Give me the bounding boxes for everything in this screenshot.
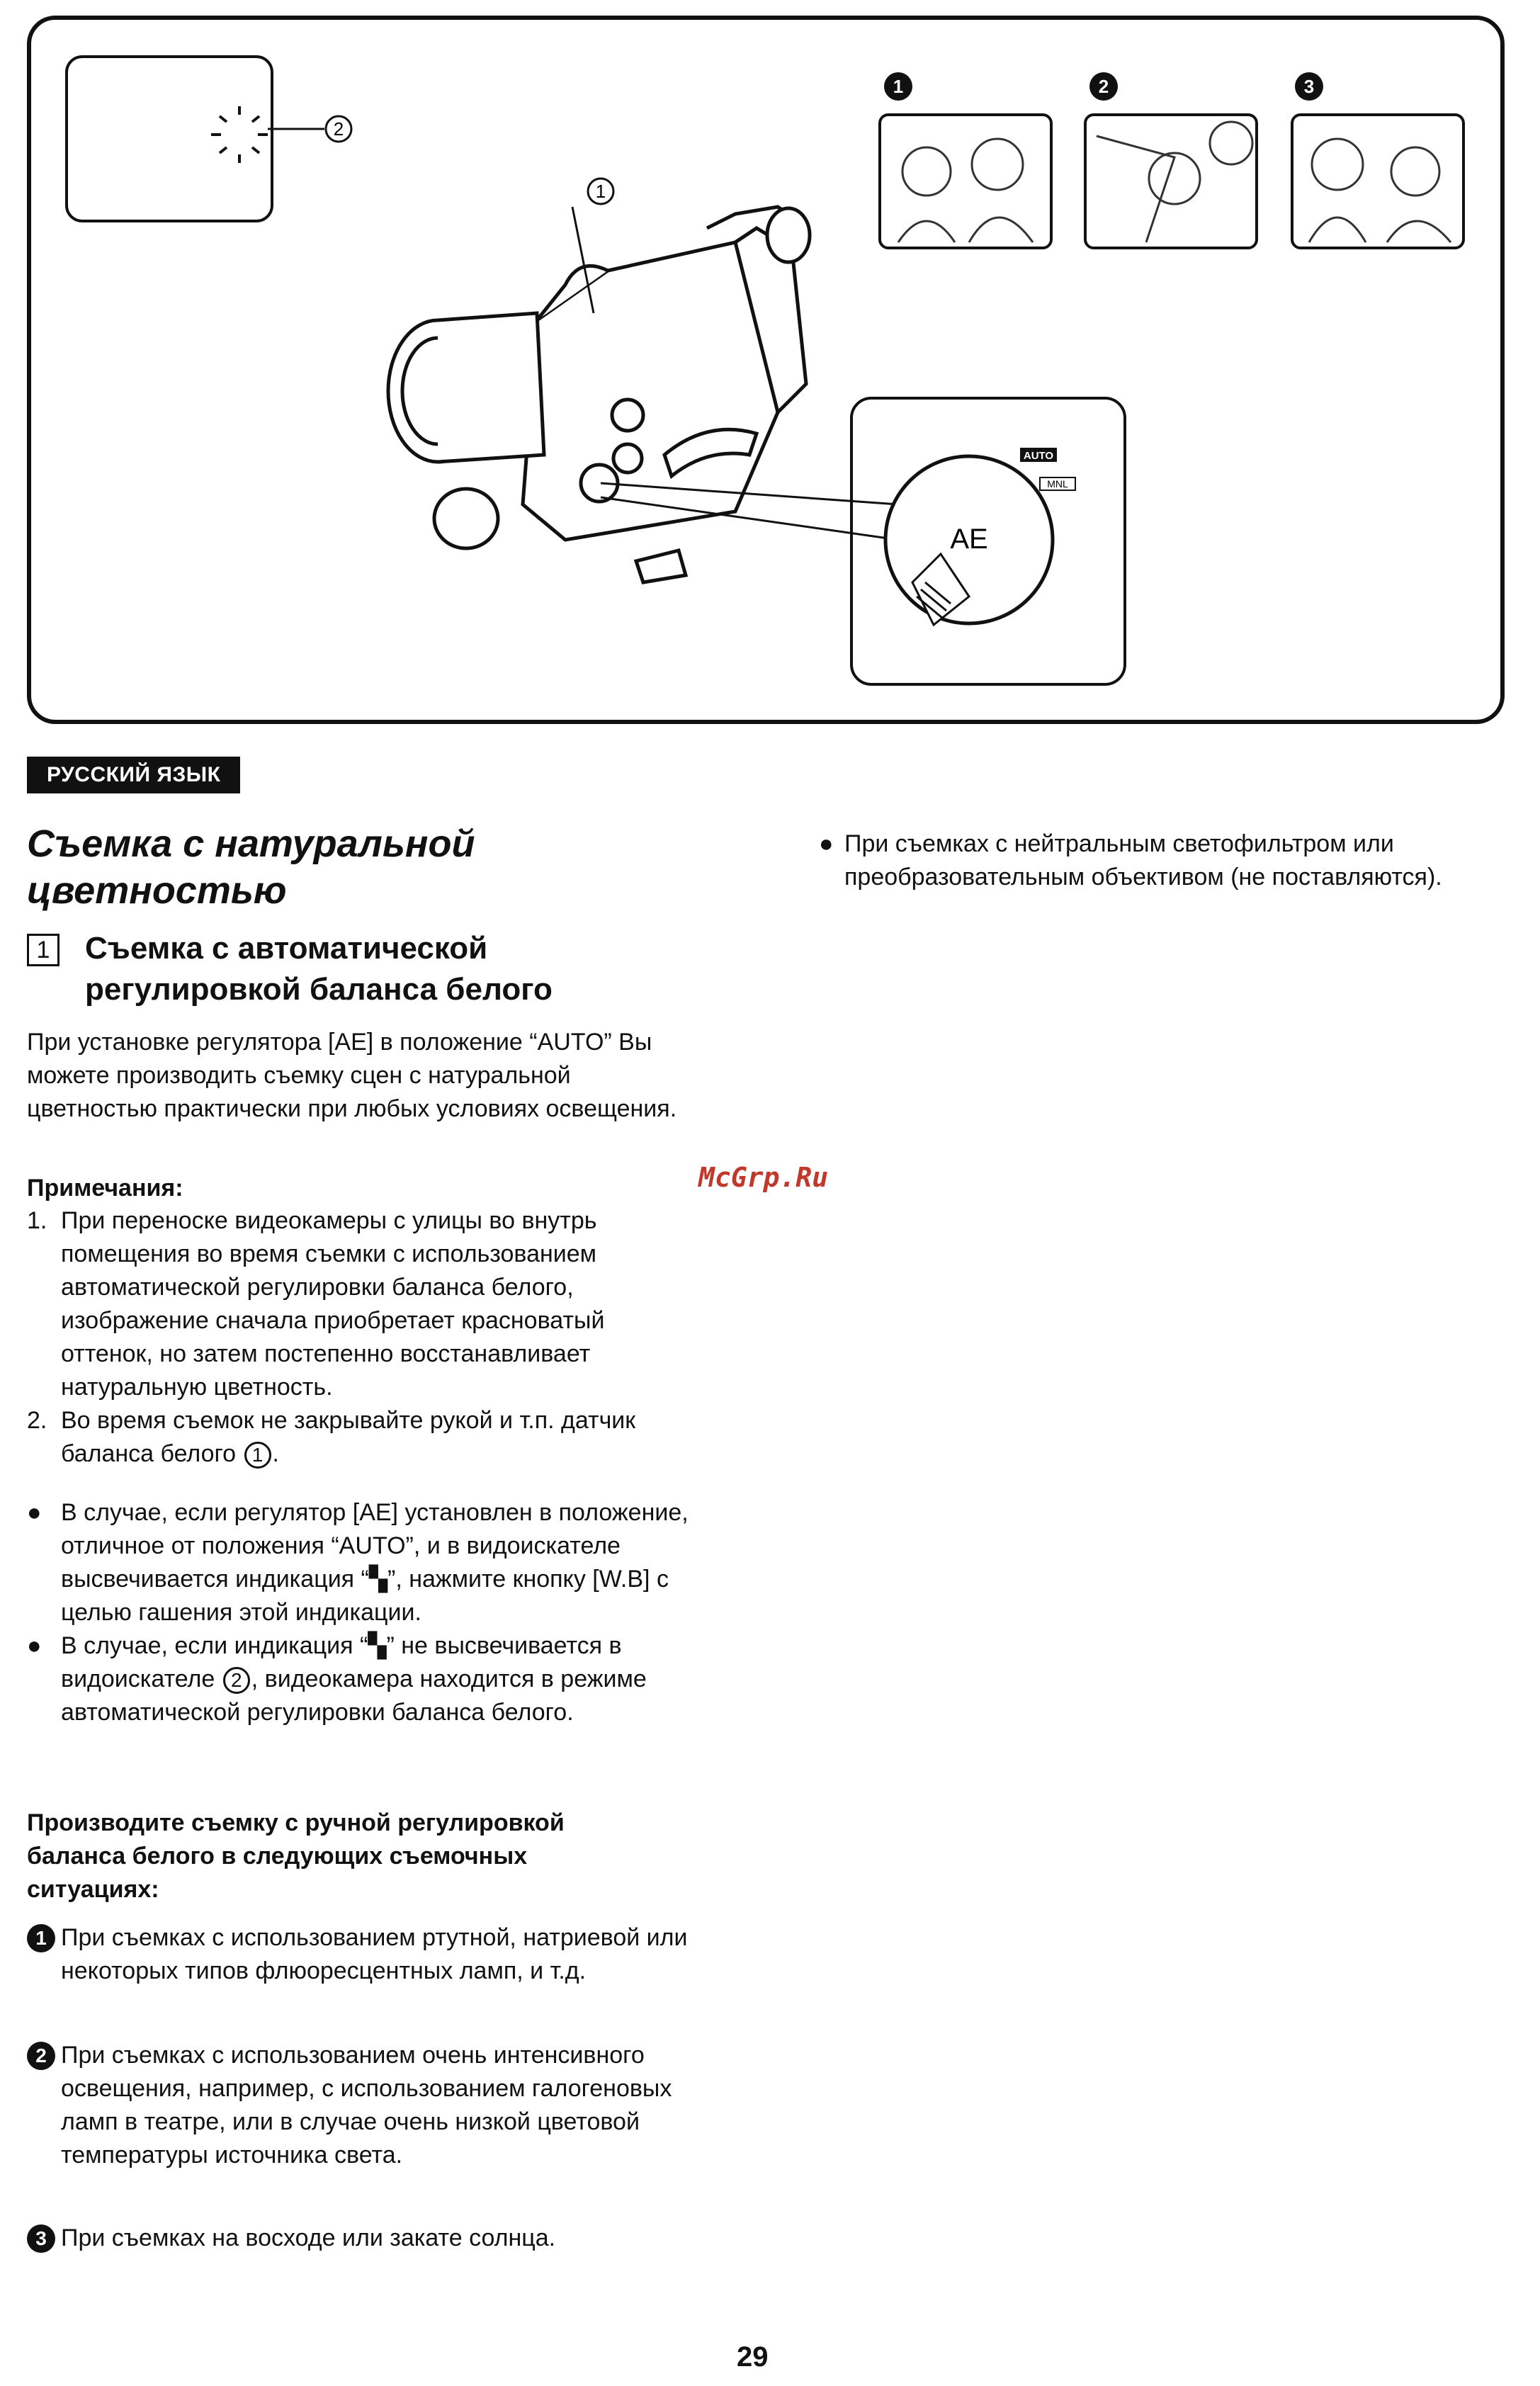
note-text: Во время съемок не закрывайте рукой и т.п. датчик баланса белого (61, 1407, 636, 1467)
bullet-text-end: , видеокамера находится в режиме автоматической регулировки баланса белого. (61, 1666, 647, 1726)
svg-text:AE: AE (950, 524, 988, 555)
bullet-text-mid: ” не высвечивается в видоискателе (61, 1632, 622, 1692)
callout-1-label: 1 (595, 181, 606, 202)
watermark: McGrp.Ru (698, 1162, 829, 1193)
note-number: 2. (27, 1407, 47, 1434)
camcorder (388, 207, 810, 582)
bullet-item (27, 1496, 700, 1629)
bullet-item (27, 1629, 700, 1729)
situation-item (27, 2222, 700, 2255)
situation-number: 3 (27, 2224, 55, 2253)
svg-text:2: 2 (1098, 76, 1109, 97)
situation-text: При съемках с использованием ртутной, натриевой или некоторых типов флюоресцентных ламп, и т.д. (61, 1924, 688, 1984)
svg-text:AUTO: AUTO (1023, 450, 1054, 462)
language-tag: РУССКИЙ ЯЗЫК (27, 757, 240, 793)
bullet-text: В случае, если индикация “ (61, 1632, 368, 1659)
situation-text: При съемках с использованием очень интенсивного освещения, например, с использованием галогеновых ламп в театре, или в случае очень низкой цветовой температуры источника света. (61, 2042, 672, 2169)
bullet-icon: ● (819, 830, 834, 857)
note-item (27, 1204, 700, 1404)
callout-2-label: 2 (333, 118, 344, 140)
page-number: 29 (737, 2341, 769, 2373)
page-title (27, 820, 475, 914)
circled-number: 1 (244, 1442, 271, 1469)
viewfinder-inset (67, 57, 272, 221)
situation-number: 1 (27, 1924, 55, 1952)
section-number: 1 (27, 934, 60, 966)
intro-paragraph: При установке регулятора [AE] в положение “AUTO” Вы можете производить съемку сцен с натуральной цветностью практически при любых условиях освещения. (27, 1029, 677, 1122)
circled-number: 2 (223, 1667, 250, 1694)
section-heading-line1: Съемка с автоматической (85, 931, 488, 966)
section-heading (85, 928, 553, 1010)
svg-text:3: 3 (1303, 76, 1315, 97)
right-bullet (819, 827, 1499, 894)
note-text: При переноске видеокамеры с улицы во внутрь помещения во время съемки с использованием автоматической регулировки баланса белого, изображение сначала приобретает красноватый оттенок, но затем постепенно восстанавливает натуральную цветность. (61, 1207, 605, 1401)
section-heading-line2: регулировкой баланса белого (85, 972, 553, 1007)
camcorder-illustration (27, 16, 1505, 724)
situation-number: 2 (27, 2042, 55, 2070)
note-text-end: . (272, 1440, 279, 1467)
notes-heading: Примечания: (27, 1175, 183, 1202)
note-number: 1. (27, 1207, 47, 1234)
situation-item (27, 2039, 700, 2172)
notes-list (27, 1204, 700, 1471)
svg-text:MNL: MNL (1047, 478, 1068, 490)
svg-text:1: 1 (893, 76, 904, 97)
bullet-text-end: ”, нажмите кнопку [W.B] с целью гашения этой индикации. (61, 1566, 669, 1626)
right-bullet-item (819, 827, 1499, 894)
situation-item (27, 1921, 700, 1988)
bullet-icon: ● (27, 1632, 42, 1659)
bullet-icon: ● (27, 1499, 42, 1526)
page-title-line2: цветностью (27, 869, 287, 912)
page-title-line1: Съемка с натуральной (27, 822, 475, 865)
note-item (27, 1404, 700, 1471)
wb-icon: ▚ (368, 1566, 388, 1593)
wb-indicator-icon (211, 106, 268, 163)
situation-text: При съемках на восходе или закате солнца. (61, 2224, 556, 2251)
right-bullet-text: При съемках с нейтральным светофильтром или преобразовательным объективом (не поставляются). (844, 830, 1442, 890)
manual-wb-heading: Производите съемку с ручной регулировкой баланса белого в следующих съемочных ситуациях: (27, 1809, 565, 1903)
wb-icon: ▚ (368, 1632, 387, 1659)
bullet-text: В случае, если регулятор [AE] установлен в положение, отличное от положения “AUTO”, и в видоискателе высвечивается индикация “ (61, 1499, 689, 1593)
bullet-list (27, 1496, 700, 1729)
scene-number-badges (884, 72, 1323, 101)
scene-panels (880, 115, 1463, 248)
